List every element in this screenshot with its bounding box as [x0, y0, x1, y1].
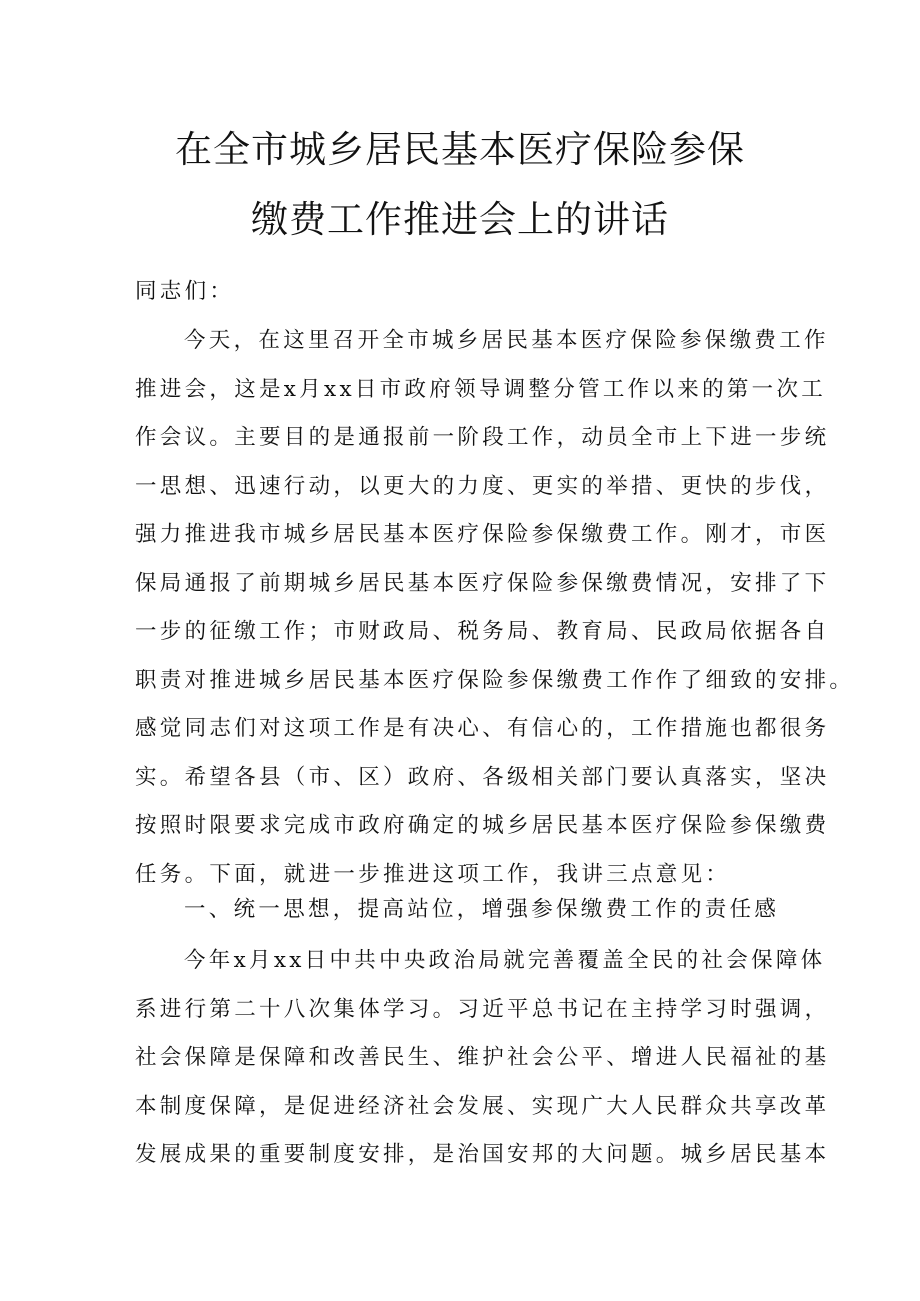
paragraph-line: 发展成果的重要制度安排，是治国安邦的大问题。城乡居民基本	[135, 1142, 830, 1167]
paragraph-line: 按照时限要求完成市政府确定的城乡居民基本医疗保险参保缴费	[135, 813, 830, 838]
paragraph-1	[135, 317, 855, 899]
paragraph-line: 任务。下面，就进一步推进这项工作，我讲三点意见：	[135, 861, 731, 887]
paragraph-line: 本制度保障，是促进经济社会发展、实现广大人民群众共享改革	[135, 1093, 830, 1119]
paragraph-line: 作会议。主要目的是通报前一阶段工作，动员全市上下进一步统	[135, 425, 830, 450]
greeting-text: 同志们：	[135, 279, 235, 304]
paragraph-line: 社会保障是保障和改善民生、维护社会公平、增进人民福祉的基	[135, 1045, 830, 1070]
paragraph-line: 系进行第二十八次集体学习。习近平总书记在主持学习时强调，	[135, 996, 830, 1022]
section-1-heading	[135, 886, 795, 935]
paragraph-line: 职责对推进城乡居民基本医疗保险参保缴费工作作了细致的安排。	[135, 667, 855, 693]
paragraph-line: 感觉同志们对这项工作是有决心、有信心的，工作措施也都很务	[135, 716, 830, 741]
paragraph-line: 推进会，这是x月xx日市政府领导调整分管工作以来的第一次工	[135, 376, 827, 402]
paragraph-line: 实。希望各县（市、区）政府、各级相关部门要认真落实，坚决	[135, 764, 830, 790]
paragraph-line: 一思想、迅速行动，以更大的力度、更实的举措、更快的步伐，	[135, 473, 830, 499]
section-heading-text: 一、统一思想，提高站位，增强参保缴费工作的责任感	[184, 897, 780, 922]
paragraph-line: 今天，在这里召开全市城乡居民基本医疗保险参保缴费工作	[184, 328, 829, 353]
paragraph-2	[135, 937, 830, 1180]
document-title-line-2: 缴费工作推进会上的讲话	[251, 198, 669, 241]
paragraph-line: 一步的征缴工作；市财政局、税务局、教育局、民政局依据各自	[135, 619, 830, 644]
paragraph-line: 保局通报了前期城乡居民基本医疗保险参保缴费情况，安排了下	[135, 570, 830, 596]
document-title-line-1: 在全市城乡居民基本医疗保险参保	[175, 128, 745, 171]
paragraph-line: 今年x月xx日中共中央政治局就完善覆盖全民的社会保障体	[184, 948, 826, 973]
paragraph-line: 强力推进我市城乡居民基本医疗保险参保缴费工作。刚才，市医	[135, 522, 830, 547]
greeting	[135, 268, 795, 317]
